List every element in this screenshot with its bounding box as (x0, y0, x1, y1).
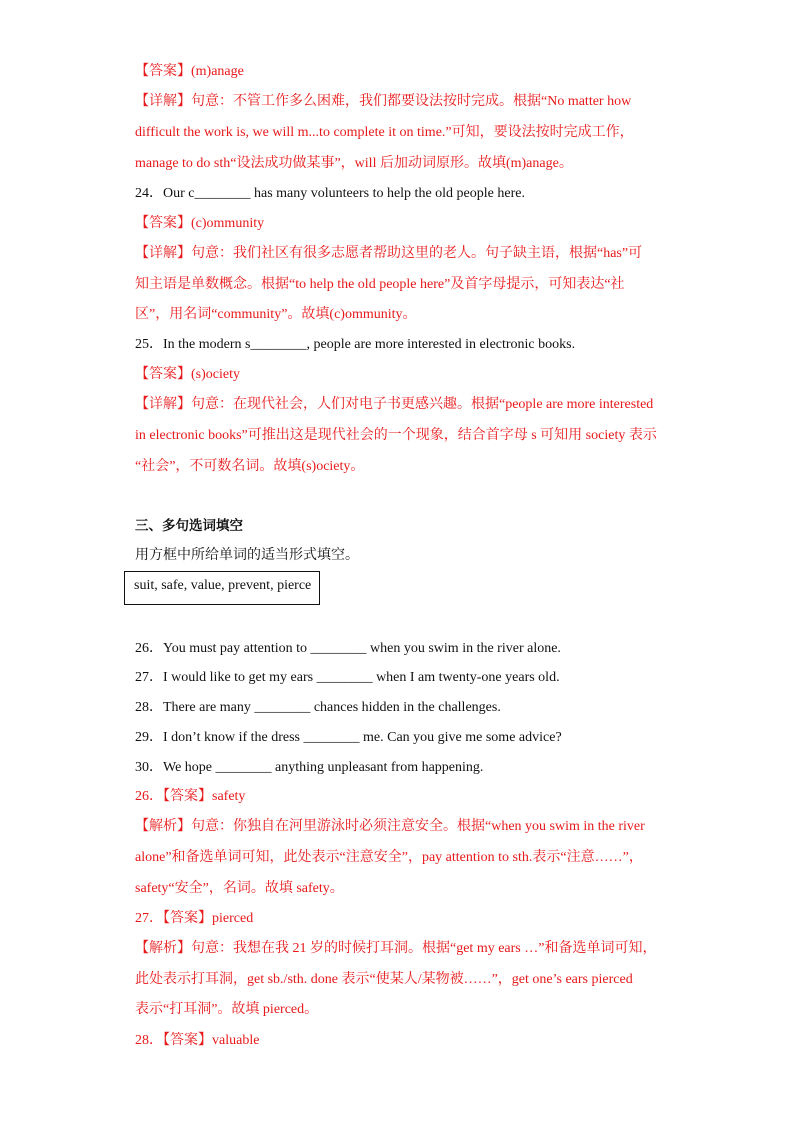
question-28: 28．There are many ________ chances hidden in the challenges. (135, 700, 501, 715)
explanation-25-line-1: 【详解】句意：在现代社会，人们对电子书更感兴趣。根据“people are more interested (135, 397, 654, 412)
explanation-26-line-3: safety“安全”，名词。故填 safety。 (135, 881, 344, 896)
word-box (124, 571, 320, 605)
explanation-24-line-1: 【详解】句意：我们社区有很多志愿者帮助这里的老人。句子缺主语，根据“has”可 (135, 246, 643, 261)
explanation-24-line-2: 知主语是单数概念。根据“to help the old people here”及首字母提示，可知表达“社 (135, 277, 625, 292)
section-3-heading: 三、多句选词填空 (135, 518, 243, 534)
explanation-23-line-3: manage to do sth“设法成功做某事”，will 后加动词原形。故填(m)anage。 (135, 156, 573, 171)
explanation-26-line-1: 【解析】句意：你独自在河里游泳时必须注意安全。根据“when you swim in the river (135, 819, 645, 834)
explanation-27-line-2: 此处表示打耳洞，get sb./sth. done 表示“使某人/某物被……”，get one’s ears pierced (135, 972, 633, 987)
question-27: 27．I would like to get my ears ________ when I am twenty-one years old. (135, 670, 560, 685)
question-24: 24．Our c________ has many volunteers to help the old people here. (135, 186, 525, 201)
explanation-23-line-2: difficult the work is, we will m...to complete it on time.”可知，要设法按时完成工作， (135, 125, 634, 140)
answer-26: 26．【答案】safety (135, 789, 246, 804)
answer-25: 【答案】(s)ociety (135, 367, 240, 382)
question-29: 29．I don’t know if the dress ________ me. Can you give me some advice? (135, 730, 562, 745)
explanation-24-line-3: 区”，用名词“community”。故填(c)ommunity。 (135, 307, 417, 322)
answer-28: 28．【答案】valuable (135, 1033, 260, 1048)
question-26: 26．You must pay attention to ________ when you swim in the river alone. (135, 641, 561, 656)
answer-23: 【答案】(m)anage (135, 64, 244, 79)
explanation-27-line-3: 表示“打耳洞”。故填 pierced。 (135, 1002, 319, 1017)
word-box-text: suit, safe, value, prevent, pierce (134, 578, 312, 593)
section-3-instruction: 用方框中所给单词的适当形式填空。 (135, 548, 359, 563)
question-30: 30．We hope ________ anything unpleasant from happening. (135, 760, 484, 775)
explanation-25-line-2: in electronic books”可推出这是现代社会的一个现象，结合首字母 s 可知用 society 表示 (135, 428, 657, 443)
explanation-26-line-2: alone”和备选单词可知，此处表示“注意安全”，pay attention to sth.表示“注意……”， (135, 850, 643, 865)
answer-27: 27．【答案】pierced (135, 911, 254, 926)
question-25: 25．In the modern s________, people are more interested in electronic books. (135, 337, 576, 352)
answer-24: 【答案】(c)ommunity (135, 216, 265, 231)
explanation-23-line-1: 【详解】句意：不管工作多么困难，我们都要设法按时完成。根据“No matter how (135, 94, 632, 109)
explanation-27-line-1: 【解析】句意：我想在我 21 岁的时候打耳洞。根据“get my ears …”和备选单词可知， (135, 941, 657, 956)
explanation-25-line-3: “社会”，不可数名词。故填(s)ociety。 (135, 459, 365, 474)
